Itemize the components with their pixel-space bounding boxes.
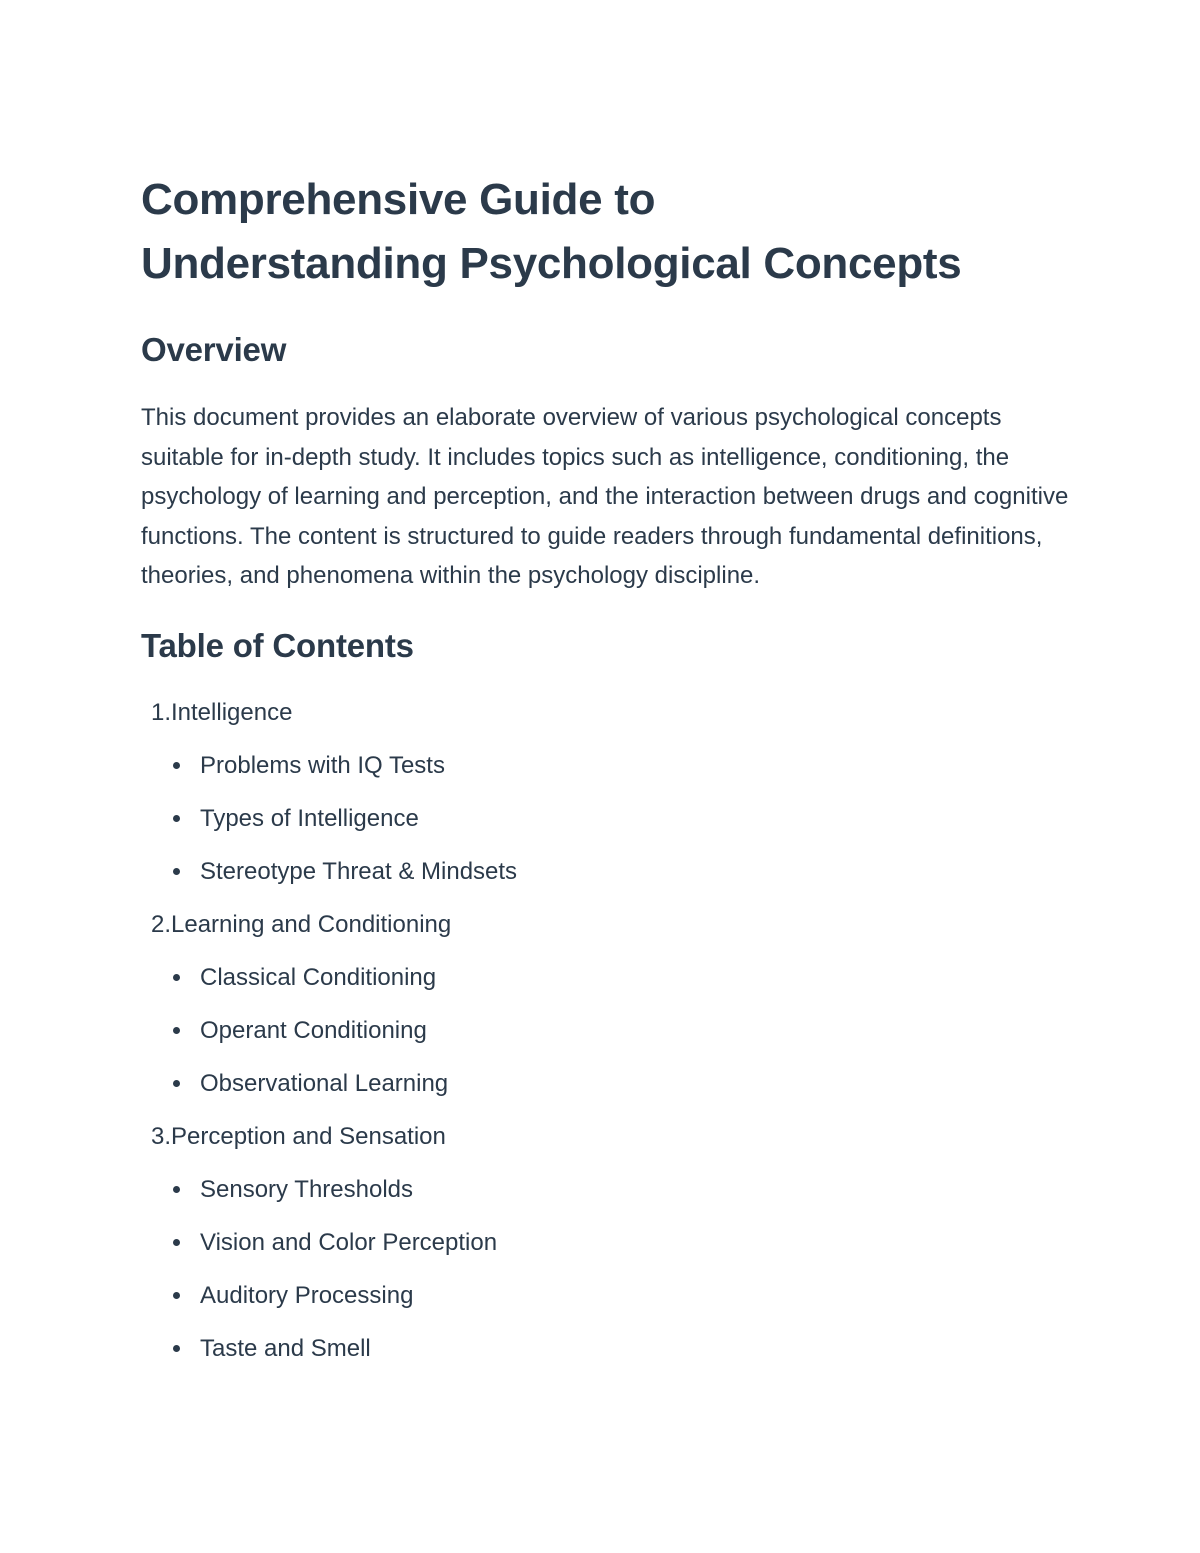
document-title-line-2: Understanding Psychological Concepts [141, 239, 962, 288]
bullet-icon [173, 1080, 180, 1087]
toc-subsection-label: Problems with IQ Tests [200, 751, 445, 779]
toc-subsection-label: Observational Learning [200, 1069, 449, 1097]
toc-subsection-item [141, 959, 1071, 997]
toc-subsection-item [141, 1330, 1071, 1368]
toc-subsection-label: Types of Intelligence [200, 804, 419, 832]
bullet-icon [173, 868, 180, 875]
toc-subsection-label: Stereotype Threat & Mindsets [200, 857, 518, 885]
bullet-icon [173, 1292, 180, 1299]
toc-subsection-label: Vision and Color Perception [200, 1228, 498, 1256]
toc-subsection-list [141, 1171, 1071, 1368]
bullet-icon [173, 815, 180, 822]
bullet-icon [173, 762, 180, 769]
bullet-icon [173, 1345, 180, 1352]
overview-heading: Overview [141, 331, 287, 368]
toc-subsection-label: Sensory Thresholds [200, 1175, 413, 1203]
document-page [141, 168, 1071, 1383]
toc-section-number: 2. [150, 910, 171, 938]
document-title-line-1: Comprehensive Guide to [141, 175, 656, 224]
toc-section-perception-and-sensation [141, 1118, 1071, 1368]
toc-section-number: 3. [150, 1122, 171, 1150]
toc-subsection-list [141, 959, 1071, 1103]
table-of-contents-heading: Table of Contents [141, 626, 414, 664]
bullet-icon [173, 1027, 180, 1034]
toc-section-intelligence [141, 694, 1071, 891]
toc-subsection-item [141, 800, 1071, 838]
table-of-contents [141, 694, 1071, 1368]
toc-section-number: 1. [150, 698, 171, 726]
toc-subsection-label: Classical Conditioning [200, 963, 437, 991]
toc-section-label: Learning and Conditioning [171, 910, 452, 938]
toc-section-label: Intelligence [171, 698, 293, 726]
toc-subsection-label: Taste and Smell [200, 1334, 371, 1362]
toc-subsection-item [141, 1277, 1071, 1315]
toc-section-learning-and-conditioning [141, 906, 1071, 1103]
toc-subsection-label: Auditory Processing [200, 1281, 414, 1309]
bullet-icon [173, 974, 180, 981]
toc-section-row [141, 694, 1071, 732]
toc-subsection-item [141, 853, 1071, 891]
bullet-icon [173, 1239, 180, 1246]
toc-subsection-item [141, 1171, 1071, 1209]
toc-subsection-label: Operant Conditioning [200, 1016, 427, 1044]
toc-section-label: Perception and Sensation [171, 1122, 446, 1150]
toc-section-row [141, 1118, 1071, 1156]
toc-section-row [141, 906, 1071, 944]
toc-subsection-item [141, 1065, 1071, 1103]
toc-subsection-item [141, 747, 1071, 785]
toc-subsection-list [141, 747, 1071, 891]
toc-subsection-item [141, 1012, 1071, 1050]
toc-subsection-item [141, 1224, 1071, 1262]
document-title [141, 168, 1071, 296]
overview-paragraph: This document provides an elaborate overview of various psychological concepts suitable for in-depth study. It includes topics such as intelligence, conditioning, the psychology of learning and perception, and the interaction between drugs and cognitive functions. The content is structured to guide readers through fundamental definitions, theories, and phenomena within the psychology discipline. [141, 404, 1069, 590]
bullet-icon [173, 1186, 180, 1193]
